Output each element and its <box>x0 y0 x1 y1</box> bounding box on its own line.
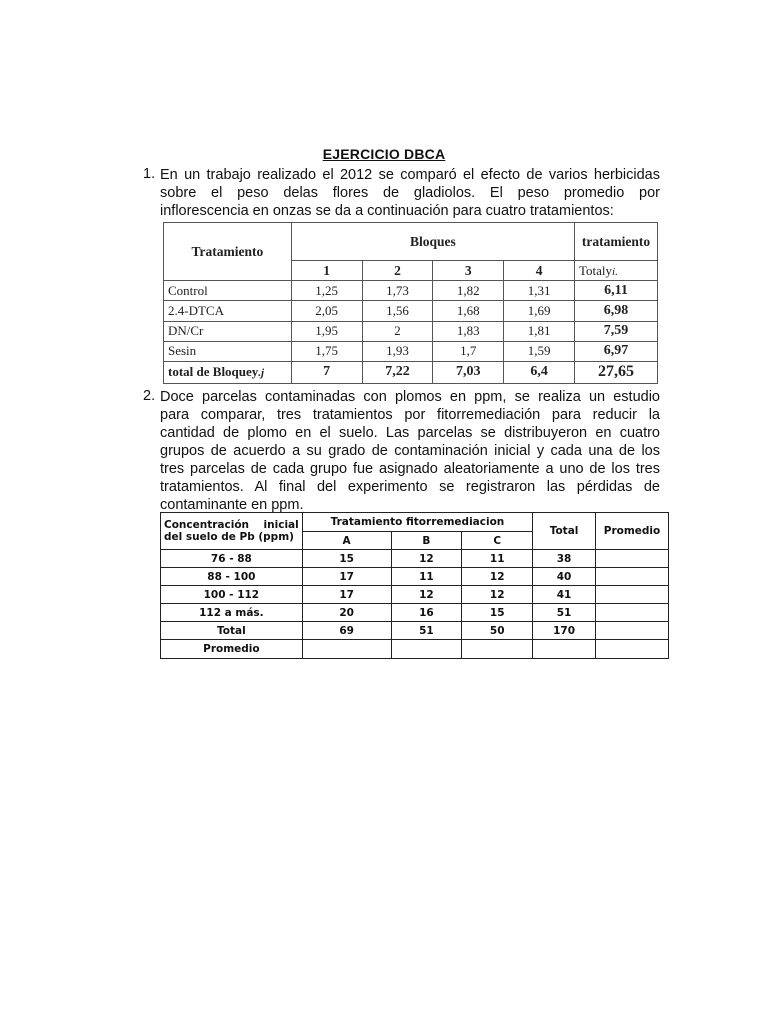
treatment-col-header: A <box>302 532 391 550</box>
table-row <box>161 622 669 640</box>
cell: 15 <box>302 550 391 568</box>
table-row <box>164 281 658 301</box>
question-2-line: tratamientos. Al final del experimento se registraron las pérdidas de <box>160 479 660 495</box>
cell: 12 <box>462 568 533 586</box>
block-header: 1 <box>291 261 362 281</box>
block-total: 6,4 <box>504 361 575 383</box>
cell: 1,69 <box>504 301 575 321</box>
table-row <box>164 321 658 341</box>
cell: 1,7 <box>433 341 504 361</box>
header-total-tratamiento: tratamiento <box>574 223 657 261</box>
document-title: EJERCICIO DBCA <box>322 146 446 162</box>
row-total: 6,98 <box>574 301 657 321</box>
row-label: DN/Cr <box>164 321 292 341</box>
question-2-line: grupos de acuerdo a su grado de contaminación inicial y cada una de los <box>160 443 660 459</box>
table-row <box>164 301 658 321</box>
question-1-line: sobre el peso delas flores de gladiolos. El peso promedio por <box>160 185 660 201</box>
cell: 1,93 <box>362 341 433 361</box>
row-promedio <box>595 550 668 568</box>
header-concentracion <box>161 513 303 550</box>
cell <box>391 640 462 659</box>
cell: 12 <box>462 586 533 604</box>
total-col-subheader-index: i. <box>612 265 618 278</box>
block-header: 2 <box>362 261 433 281</box>
cell: 12 <box>391 586 462 604</box>
total-col-subheader <box>574 261 657 281</box>
cell: 20 <box>302 604 391 622</box>
row-label: Promedio <box>161 640 303 659</box>
block-header: 4 <box>504 261 575 281</box>
row-promedio <box>595 640 668 659</box>
treatment-col-header: C <box>462 532 533 550</box>
row-total: 6,97 <box>574 341 657 361</box>
total-row-label-index: .j <box>258 367 265 380</box>
cell: 1,25 <box>291 281 362 301</box>
cell: 15 <box>462 604 533 622</box>
row-label: Sesin <box>164 341 292 361</box>
block-header: 3 <box>433 261 504 281</box>
table-row <box>161 604 669 622</box>
table-row <box>161 568 669 586</box>
grand-total: 27,65 <box>574 361 657 383</box>
table-total-row <box>164 361 658 383</box>
question-2-line: tres parcelas de cada grupo fue asignado aleatoriamente a uno de los tres <box>160 461 660 477</box>
block-total: 7 <box>291 361 362 383</box>
cell: 1,81 <box>504 321 575 341</box>
header-promedio: Promedio <box>595 513 668 550</box>
cell: 1,31 <box>504 281 575 301</box>
cell: 1,59 <box>504 341 575 361</box>
question-2-line: Doce parcelas contaminadas con plomos en ppm, se realiza un estudio <box>160 389 660 405</box>
cell: 11 <box>462 550 533 568</box>
question-1-line: En un trabajo realizado el 2012 se comparó el efecto de varios herbicidas <box>160 167 660 183</box>
question-2-text <box>160 388 660 514</box>
cell <box>462 640 533 659</box>
table-row <box>164 341 658 361</box>
row-promedio <box>595 586 668 604</box>
cell: 11 <box>391 568 462 586</box>
row-total: 38 <box>533 550 596 568</box>
row-promedio <box>595 604 668 622</box>
cell: 17 <box>302 586 391 604</box>
total-row-label-text: total de Bloquey <box>168 364 259 380</box>
header-concentracion-line1: Concentración inicial <box>164 519 299 531</box>
header-total: Total <box>533 513 596 550</box>
row-promedio <box>595 622 668 640</box>
header-tratamiento-fitorremediacion: Tratamiento fitorremediacion <box>302 513 532 532</box>
row-total: 7,59 <box>574 321 657 341</box>
row-total: 6,11 <box>574 281 657 301</box>
cell: 16 <box>391 604 462 622</box>
promedio-row <box>161 640 669 659</box>
row-total: 41 <box>533 586 596 604</box>
table-row <box>161 586 669 604</box>
cell: 1,82 <box>433 281 504 301</box>
cell: 12 <box>391 550 462 568</box>
header-concentracion-line2: del suelo de Pb (ppm) <box>164 531 294 543</box>
row-total: 51 <box>533 604 596 622</box>
cell: 1,56 <box>362 301 433 321</box>
row-total: 40 <box>533 568 596 586</box>
question-1-number: 1. <box>143 166 156 182</box>
cell: 1,83 <box>433 321 504 341</box>
cell: 2,05 <box>291 301 362 321</box>
herbicide-table <box>163 222 658 384</box>
question-2-line: contaminante en ppm. <box>160 497 304 513</box>
row-label: Control <box>164 281 292 301</box>
cell: 17 <box>302 568 391 586</box>
row-label: 76 - 88 <box>161 550 303 568</box>
question-2-line: para comparar, tres tratamientos por fitorremediación para reducir la <box>160 407 660 423</box>
row-total <box>533 640 596 659</box>
row-label: Total <box>161 622 303 640</box>
cell <box>302 640 391 659</box>
row-promedio <box>595 568 668 586</box>
question-1-text <box>160 166 660 220</box>
cell: 1,95 <box>291 321 362 341</box>
phytoremediation-table <box>160 512 669 659</box>
cell: 2 <box>362 321 433 341</box>
cell: 51 <box>391 622 462 640</box>
header-tratamiento: Tratamiento <box>164 223 292 281</box>
cell: 1,73 <box>362 281 433 301</box>
row-total: 170 <box>533 622 596 640</box>
question-2-number: 2. <box>143 388 156 404</box>
total-col-subheader-text: Totaly <box>578 262 613 278</box>
question-2-line: cantidad de plomo en el suelo. Las parcelas se distribuyeron en cuatro <box>160 425 660 441</box>
row-label: 2.4-DTCA <box>164 301 292 321</box>
block-total: 7,03 <box>433 361 504 383</box>
total-row-label <box>164 361 292 383</box>
cell: 69 <box>302 622 391 640</box>
header-bloques: Bloques <box>291 223 574 261</box>
block-total: 7,22 <box>362 361 433 383</box>
treatment-col-header: B <box>391 532 462 550</box>
row-label: 100 - 112 <box>161 586 303 604</box>
cell: 50 <box>462 622 533 640</box>
row-label: 112 a más. <box>161 604 303 622</box>
question-1-line: inflorescencia en onzas se da a continuación para cuatro tratamientos: <box>160 203 614 219</box>
cell: 1,68 <box>433 301 504 321</box>
cell: 1,75 <box>291 341 362 361</box>
table-row <box>161 550 669 568</box>
row-label: 88 - 100 <box>161 568 303 586</box>
